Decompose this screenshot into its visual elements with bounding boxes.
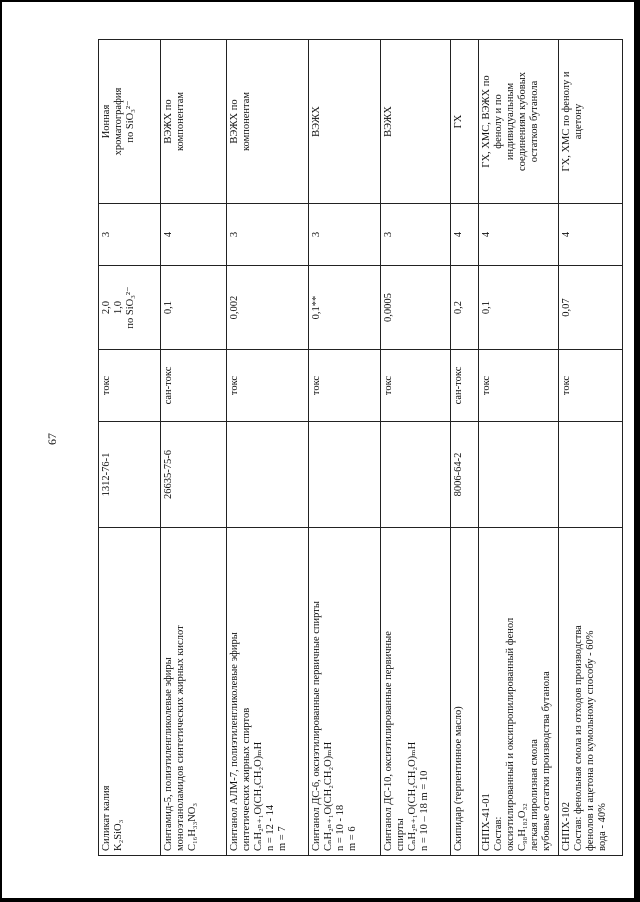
cas-number-cell: [381, 422, 451, 528]
cell-text: 26635-75-6: [163, 450, 174, 499]
table-row: [451, 40, 479, 856]
cell-text-line: компонентам: [241, 91, 252, 152]
analysis-method-cell: [227, 40, 309, 204]
substance-name-cell: [559, 528, 623, 856]
substances-table: [98, 39, 623, 856]
cell-text: 3: [383, 231, 394, 238]
cell-text-line: ВЭЖХ по: [163, 99, 174, 144]
cell-text-line: хроматография: [113, 87, 124, 156]
cell-text-line: K₂SiO₃: [113, 819, 124, 851]
cell-text-line: фенолов и ацетона по кумольному способу - 60%: [585, 630, 596, 851]
cell-text-line: C₁₆H₃₃NO₃: [187, 802, 198, 851]
cell-text-line: 1,0: [113, 300, 124, 315]
cell-text: 4: [163, 231, 174, 238]
hazard-indicator-cell: [381, 350, 451, 422]
hazard-class-cell: [451, 204, 479, 266]
cell-text-line: вода - 40%: [597, 803, 608, 851]
substance-name-cell: [309, 528, 381, 856]
cell-text: 3: [229, 231, 240, 238]
cas-number-cell: [309, 422, 381, 528]
cell-text-line: индивидуальным: [505, 82, 516, 161]
table-row: [309, 40, 381, 856]
hazard-indicator-cell: [559, 350, 623, 422]
cell-text-line: 0,1**: [311, 295, 322, 320]
cell-text: 1312-76-1: [101, 452, 112, 497]
cell-text-line: C₉₈H₁₈₂O₃₂: [517, 803, 528, 851]
cell-text-line: ацетону: [573, 103, 584, 140]
substance-name-cell: [479, 528, 559, 856]
substance-name-cell: [161, 528, 227, 856]
hazard-indicator-cell: [161, 350, 227, 422]
analysis-method-cell: [381, 40, 451, 204]
hazard-indicator-cell: [99, 350, 161, 422]
cell-text-line: синтетических жирных спиртов: [241, 707, 252, 851]
hazard-class-cell: [99, 204, 161, 266]
cell-text-line: Скипидар (терпентинное масло): [453, 706, 464, 851]
limit-value-cell: [99, 266, 161, 350]
cell-text-line: моноэтаноламидов синтетических жирных кислот: [175, 625, 186, 851]
cell-text-line: кубовые остатки производства бутанола: [541, 671, 552, 851]
cell-text-line: оксиэтилированный и оксипропилированный фенол: [505, 617, 516, 851]
cell-text-line: n = 10 - 18: [335, 804, 346, 851]
cell-text: токс: [481, 375, 492, 396]
hazard-indicator-cell: [309, 350, 381, 422]
cell-text: токс: [561, 375, 572, 396]
cell-text-line: спирты: [395, 818, 406, 851]
cell-text: токс: [101, 375, 112, 396]
cas-number-cell: [451, 422, 479, 528]
cell-text-line: Состав:: [493, 816, 504, 851]
analysis-method-cell: [309, 40, 381, 204]
cell-text-line: Синтанол ДС-10, оксиэтилированные первичные: [383, 631, 394, 851]
cell-text-line: ВЭЖХ по: [229, 99, 240, 144]
hazard-class-cell: [559, 204, 623, 266]
cell-text-line: m = 6: [347, 826, 358, 851]
cell-text: 3: [311, 231, 322, 238]
cell-text-line: 0,07: [561, 298, 572, 317]
cell-text-line: 0,1: [481, 300, 492, 315]
cell-text-line: ГХ: [453, 114, 464, 129]
cell-text-line: Синтанол ДС-6, оксиэтилированные первичные спирты: [311, 601, 322, 851]
cell-text-line: СНПХ-102: [561, 802, 572, 851]
table-row: [479, 40, 559, 856]
cell-text-line: ГХ, ХМС по фенолу и: [561, 71, 572, 172]
cell-text-line: соединениям кубовых: [517, 71, 528, 172]
cell-text-line: по SiO₃²⁻: [125, 286, 136, 329]
cell-text: сан-токс: [453, 366, 464, 405]
cas-number-cell: [559, 422, 623, 528]
analysis-method-cell: [99, 40, 161, 204]
analysis-method-cell: [161, 40, 227, 204]
hazard-indicator-cell: [479, 350, 559, 422]
limit-value-cell: [559, 266, 623, 350]
cell-text-line: 2,0: [101, 300, 112, 315]
analysis-method-cell: [451, 40, 479, 204]
cell-text-line: Ионная: [101, 104, 112, 139]
cell-text: сан-токс: [163, 366, 174, 405]
cell-text-line: по SiO₃²⁻: [125, 100, 136, 143]
limit-value-cell: [479, 266, 559, 350]
cell-text: 4: [481, 231, 492, 238]
hazard-class-cell: [161, 204, 227, 266]
cell-text: 4: [453, 231, 464, 238]
cell-text: токс: [383, 375, 394, 396]
limit-value-cell: [227, 266, 309, 350]
substance-name-cell: [451, 528, 479, 856]
cell-text: 3: [101, 231, 112, 238]
page-number: 67: [45, 433, 59, 445]
hazard-indicator-cell: [227, 350, 309, 422]
analysis-method-cell: [559, 40, 623, 204]
cell-text-line: ВЭЖХ: [311, 106, 322, 137]
table-row: [161, 40, 227, 856]
cell-text-line: n = 10 – 18 m = 10: [419, 770, 430, 851]
limit-value-cell: [309, 266, 381, 350]
cell-text-line: 0,002: [229, 295, 240, 320]
hazard-class-cell: [309, 204, 381, 266]
hazard-indicator-cell: [451, 350, 479, 422]
table-row: [99, 40, 161, 856]
cell-text-line: 0,1: [163, 300, 174, 315]
cell-text-line: m = 7: [277, 826, 288, 851]
cell-text-line: ГХ, ХМС, ВЭЖХ по: [481, 75, 492, 168]
substance-name-cell: [99, 528, 161, 856]
cas-number-cell: [99, 422, 161, 528]
cell-text-line: Состав: фенольная смола из отходов производства: [573, 625, 584, 851]
analysis-method-cell: [479, 40, 559, 204]
table-row: [381, 40, 451, 856]
limit-value-cell: [381, 266, 451, 350]
table-row: [559, 40, 623, 856]
document-page: [2, 2, 634, 898]
cell-text: 8006-64-2: [453, 452, 464, 497]
cell-text-line: CₙH₂ₙ₊₁O(CH₂CH₂O)ₘH: [407, 741, 418, 851]
cell-text-line: Синтанол АЛМ-7, полиэтиленгликолевые эфиры: [229, 632, 240, 851]
substance-name-cell: [381, 528, 451, 856]
cas-number-cell: [479, 422, 559, 528]
cell-text-line: 0,0005: [383, 293, 394, 322]
cell-text-line: n = 12 - 14: [265, 804, 276, 851]
hazard-class-cell: [479, 204, 559, 266]
cell-text-line: CₙH₂ₙ₊₁O(CH₂CH₂O)ₘH: [323, 741, 334, 851]
cas-number-cell: [227, 422, 309, 528]
rotated-table-area: [98, 40, 622, 856]
cell-text: токс: [229, 375, 240, 396]
table-row: [227, 40, 309, 856]
cell-text-line: ВЭЖХ: [383, 106, 394, 137]
cell-text-line: компонентам: [175, 91, 186, 152]
cell-text: 4: [561, 231, 572, 238]
cell-text-line: CₙH₂ₙ₊₁O(CH₂CH₂O)ₘH: [253, 741, 264, 851]
cell-text-line: Силикат калия: [101, 785, 112, 851]
cell-text-line: остатков бутанола: [529, 80, 540, 163]
hazard-class-cell: [381, 204, 451, 266]
cell-text-line: легкая пиролизная смола: [529, 739, 540, 851]
cell-text-line: фенолу и по: [493, 94, 504, 149]
cell-text-line: 0,2: [453, 300, 464, 315]
hazard-class-cell: [227, 204, 309, 266]
cell-text-line: Синтамид-5, полиэтиленгликолевые эфиры: [163, 657, 174, 851]
cas-number-cell: [161, 422, 227, 528]
cell-text: токс: [311, 375, 322, 396]
limit-value-cell: [161, 266, 227, 350]
limit-value-cell: [451, 266, 479, 350]
cell-text-line: СНПХ-41-01: [481, 793, 492, 851]
substance-name-cell: [227, 528, 309, 856]
